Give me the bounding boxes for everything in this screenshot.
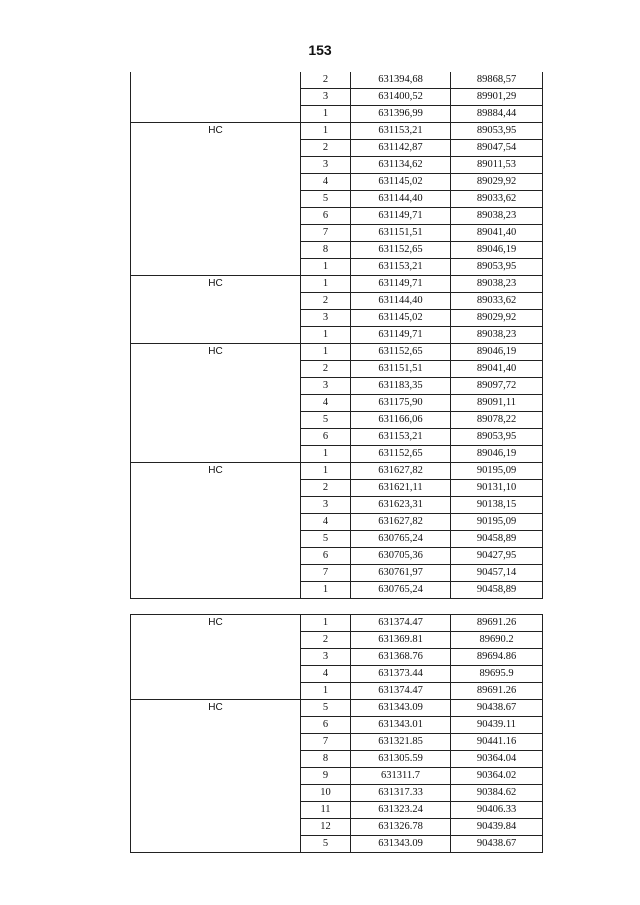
y-coordinate-cell: 89041,40 [451,361,543,378]
x-coordinate-cell: 631343.09 [351,700,451,717]
table-row [131,276,543,293]
point-number-cell: 5 [301,531,351,548]
y-coordinate-cell: 90364.04 [451,751,543,768]
point-number-cell: 8 [301,751,351,768]
x-coordinate-cell: 630765,24 [351,531,451,548]
point-number-cell: 1 [301,123,351,140]
x-coordinate-cell: 631151,51 [351,225,451,242]
x-coordinate-cell: 631317.33 [351,785,451,802]
table-row [131,344,543,361]
object-type-label: НС [131,276,301,344]
x-coordinate-cell: 630705,36 [351,548,451,565]
y-coordinate-cell: 90364.02 [451,768,543,785]
point-number-cell: 7 [301,565,351,582]
table-body [131,615,543,853]
object-type-label: НС [131,463,301,599]
coordinates-table-2 [130,614,543,853]
y-coordinate-cell: 89011,53 [451,157,543,174]
x-coordinate-cell: 631623,31 [351,497,451,514]
point-number-cell: 3 [301,497,351,514]
y-coordinate-cell: 90458,89 [451,582,543,599]
point-number-cell: 6 [301,548,351,565]
table-row [131,700,543,717]
point-number-cell: 1 [301,344,351,361]
point-number-cell: 1 [301,615,351,632]
x-coordinate-cell: 631153,21 [351,259,451,276]
x-coordinate-cell: 631323.24 [351,802,451,819]
point-number-cell: 3 [301,157,351,174]
y-coordinate-cell: 90439.11 [451,717,543,734]
point-number-cell: 5 [301,700,351,717]
object-type-label: НС [131,700,301,853]
y-coordinate-cell: 89038,23 [451,327,543,344]
y-coordinate-cell: 89046,19 [451,242,543,259]
x-coordinate-cell: 631145,02 [351,174,451,191]
x-coordinate-cell: 631396,99 [351,106,451,123]
x-coordinate-cell: 631394,68 [351,72,451,89]
point-number-cell: 5 [301,836,351,853]
point-number-cell: 7 [301,734,351,751]
x-coordinate-cell: 631627,82 [351,463,451,480]
point-number-cell: 5 [301,412,351,429]
point-number-cell: 7 [301,225,351,242]
table-body [131,72,543,599]
point-number-cell: 1 [301,582,351,599]
x-coordinate-cell: 631343.09 [351,836,451,853]
x-coordinate-cell: 631152,65 [351,242,451,259]
y-coordinate-cell: 89053,95 [451,429,543,446]
y-coordinate-cell: 89868,57 [451,72,543,89]
y-coordinate-cell: 89694.86 [451,649,543,666]
point-number-cell: 6 [301,717,351,734]
point-number-cell: 2 [301,72,351,89]
y-coordinate-cell: 89901,29 [451,89,543,106]
x-coordinate-cell: 631400,52 [351,89,451,106]
y-coordinate-cell: 89029,92 [451,174,543,191]
point-number-cell: 3 [301,89,351,106]
x-coordinate-cell: 630761,97 [351,565,451,582]
x-coordinate-cell: 631183,35 [351,378,451,395]
y-coordinate-cell: 89033,62 [451,293,543,310]
y-coordinate-cell: 89691.26 [451,683,543,700]
point-number-cell: 4 [301,174,351,191]
y-coordinate-cell: 89038,23 [451,276,543,293]
y-coordinate-cell: 89091,11 [451,395,543,412]
y-coordinate-cell: 90195,09 [451,514,543,531]
object-type-label: НС [131,615,301,700]
x-coordinate-cell: 631311.7 [351,768,451,785]
y-coordinate-cell: 90384.62 [451,785,543,802]
x-coordinate-cell: 631152,65 [351,344,451,361]
x-coordinate-cell: 631153,21 [351,123,451,140]
point-number-cell: 2 [301,293,351,310]
y-coordinate-cell: 89038,23 [451,208,543,225]
point-number-cell: 2 [301,480,351,497]
x-coordinate-cell: 631369.81 [351,632,451,649]
y-coordinate-cell: 89053,95 [451,259,543,276]
y-coordinate-cell: 89695.9 [451,666,543,683]
point-number-cell: 6 [301,429,351,446]
x-coordinate-cell: 631368.76 [351,649,451,666]
point-number-cell: 12 [301,819,351,836]
y-coordinate-cell: 89097,72 [451,378,543,395]
y-coordinate-cell: 89047,54 [451,140,543,157]
x-coordinate-cell: 631149,71 [351,208,451,225]
x-coordinate-cell: 631326.78 [351,819,451,836]
x-coordinate-cell: 631151,51 [351,361,451,378]
x-coordinate-cell: 631134,62 [351,157,451,174]
y-coordinate-cell: 90195,09 [451,463,543,480]
object-type-label: НС [131,344,301,463]
y-coordinate-cell: 89046,19 [451,344,543,361]
page-number: 153 [308,42,332,58]
y-coordinate-cell: 90439.84 [451,819,543,836]
y-coordinate-cell: 89046,19 [451,446,543,463]
y-coordinate-cell: 89691.26 [451,615,543,632]
table-row [131,463,543,480]
y-coordinate-cell: 90458,89 [451,531,543,548]
x-coordinate-cell: 631321.85 [351,734,451,751]
y-coordinate-cell: 89029,92 [451,310,543,327]
x-coordinate-cell: 631343.01 [351,717,451,734]
table-row [131,615,543,632]
object-type-label [131,72,301,123]
x-coordinate-cell: 631149,71 [351,276,451,293]
point-number-cell: 2 [301,632,351,649]
point-number-cell: 3 [301,310,351,327]
point-number-cell: 1 [301,683,351,700]
y-coordinate-cell: 89033,62 [451,191,543,208]
y-coordinate-cell: 90438.67 [451,700,543,717]
point-number-cell: 4 [301,666,351,683]
point-number-cell: 11 [301,802,351,819]
point-number-cell: 5 [301,191,351,208]
point-number-cell: 1 [301,276,351,293]
x-coordinate-cell: 631144,40 [351,293,451,310]
x-coordinate-cell: 631145,02 [351,310,451,327]
x-coordinate-cell: 630765,24 [351,582,451,599]
point-number-cell: 1 [301,446,351,463]
y-coordinate-cell: 90438.67 [451,836,543,853]
point-number-cell: 1 [301,259,351,276]
object-type-label: НС [131,123,301,276]
point-number-cell: 1 [301,106,351,123]
point-number-cell: 2 [301,140,351,157]
y-coordinate-cell: 89690.2 [451,632,543,649]
point-number-cell: 10 [301,785,351,802]
y-coordinate-cell: 89078,22 [451,412,543,429]
x-coordinate-cell: 631152,65 [351,446,451,463]
y-coordinate-cell: 90138,15 [451,497,543,514]
y-coordinate-cell: 90427,95 [451,548,543,565]
y-coordinate-cell: 89884,44 [451,106,543,123]
point-number-cell: 3 [301,649,351,666]
x-coordinate-cell: 631175,90 [351,395,451,412]
x-coordinate-cell: 631621,11 [351,480,451,497]
point-number-cell: 3 [301,378,351,395]
point-number-cell: 2 [301,361,351,378]
x-coordinate-cell: 631144,40 [351,191,451,208]
x-coordinate-cell: 631305.59 [351,751,451,768]
y-coordinate-cell: 90457,14 [451,565,543,582]
y-coordinate-cell: 90131,10 [451,480,543,497]
point-number-cell: 4 [301,395,351,412]
x-coordinate-cell: 631374.47 [351,683,451,700]
x-coordinate-cell: 631153,21 [351,429,451,446]
x-coordinate-cell: 631166,06 [351,412,451,429]
y-coordinate-cell: 89053,95 [451,123,543,140]
y-coordinate-cell: 89041,40 [451,225,543,242]
point-number-cell: 9 [301,768,351,785]
y-coordinate-cell: 90406.33 [451,802,543,819]
x-coordinate-cell: 631373.44 [351,666,451,683]
x-coordinate-cell: 631374.47 [351,615,451,632]
point-number-cell: 1 [301,327,351,344]
point-number-cell: 4 [301,514,351,531]
point-number-cell: 6 [301,208,351,225]
table-row [131,123,543,140]
x-coordinate-cell: 631149,71 [351,327,451,344]
point-number-cell: 1 [301,463,351,480]
y-coordinate-cell: 90441.16 [451,734,543,751]
x-coordinate-cell: 631142,87 [351,140,451,157]
x-coordinate-cell: 631627,82 [351,514,451,531]
coordinates-table-1 [130,72,543,599]
point-number-cell: 8 [301,242,351,259]
table-row [131,72,543,89]
